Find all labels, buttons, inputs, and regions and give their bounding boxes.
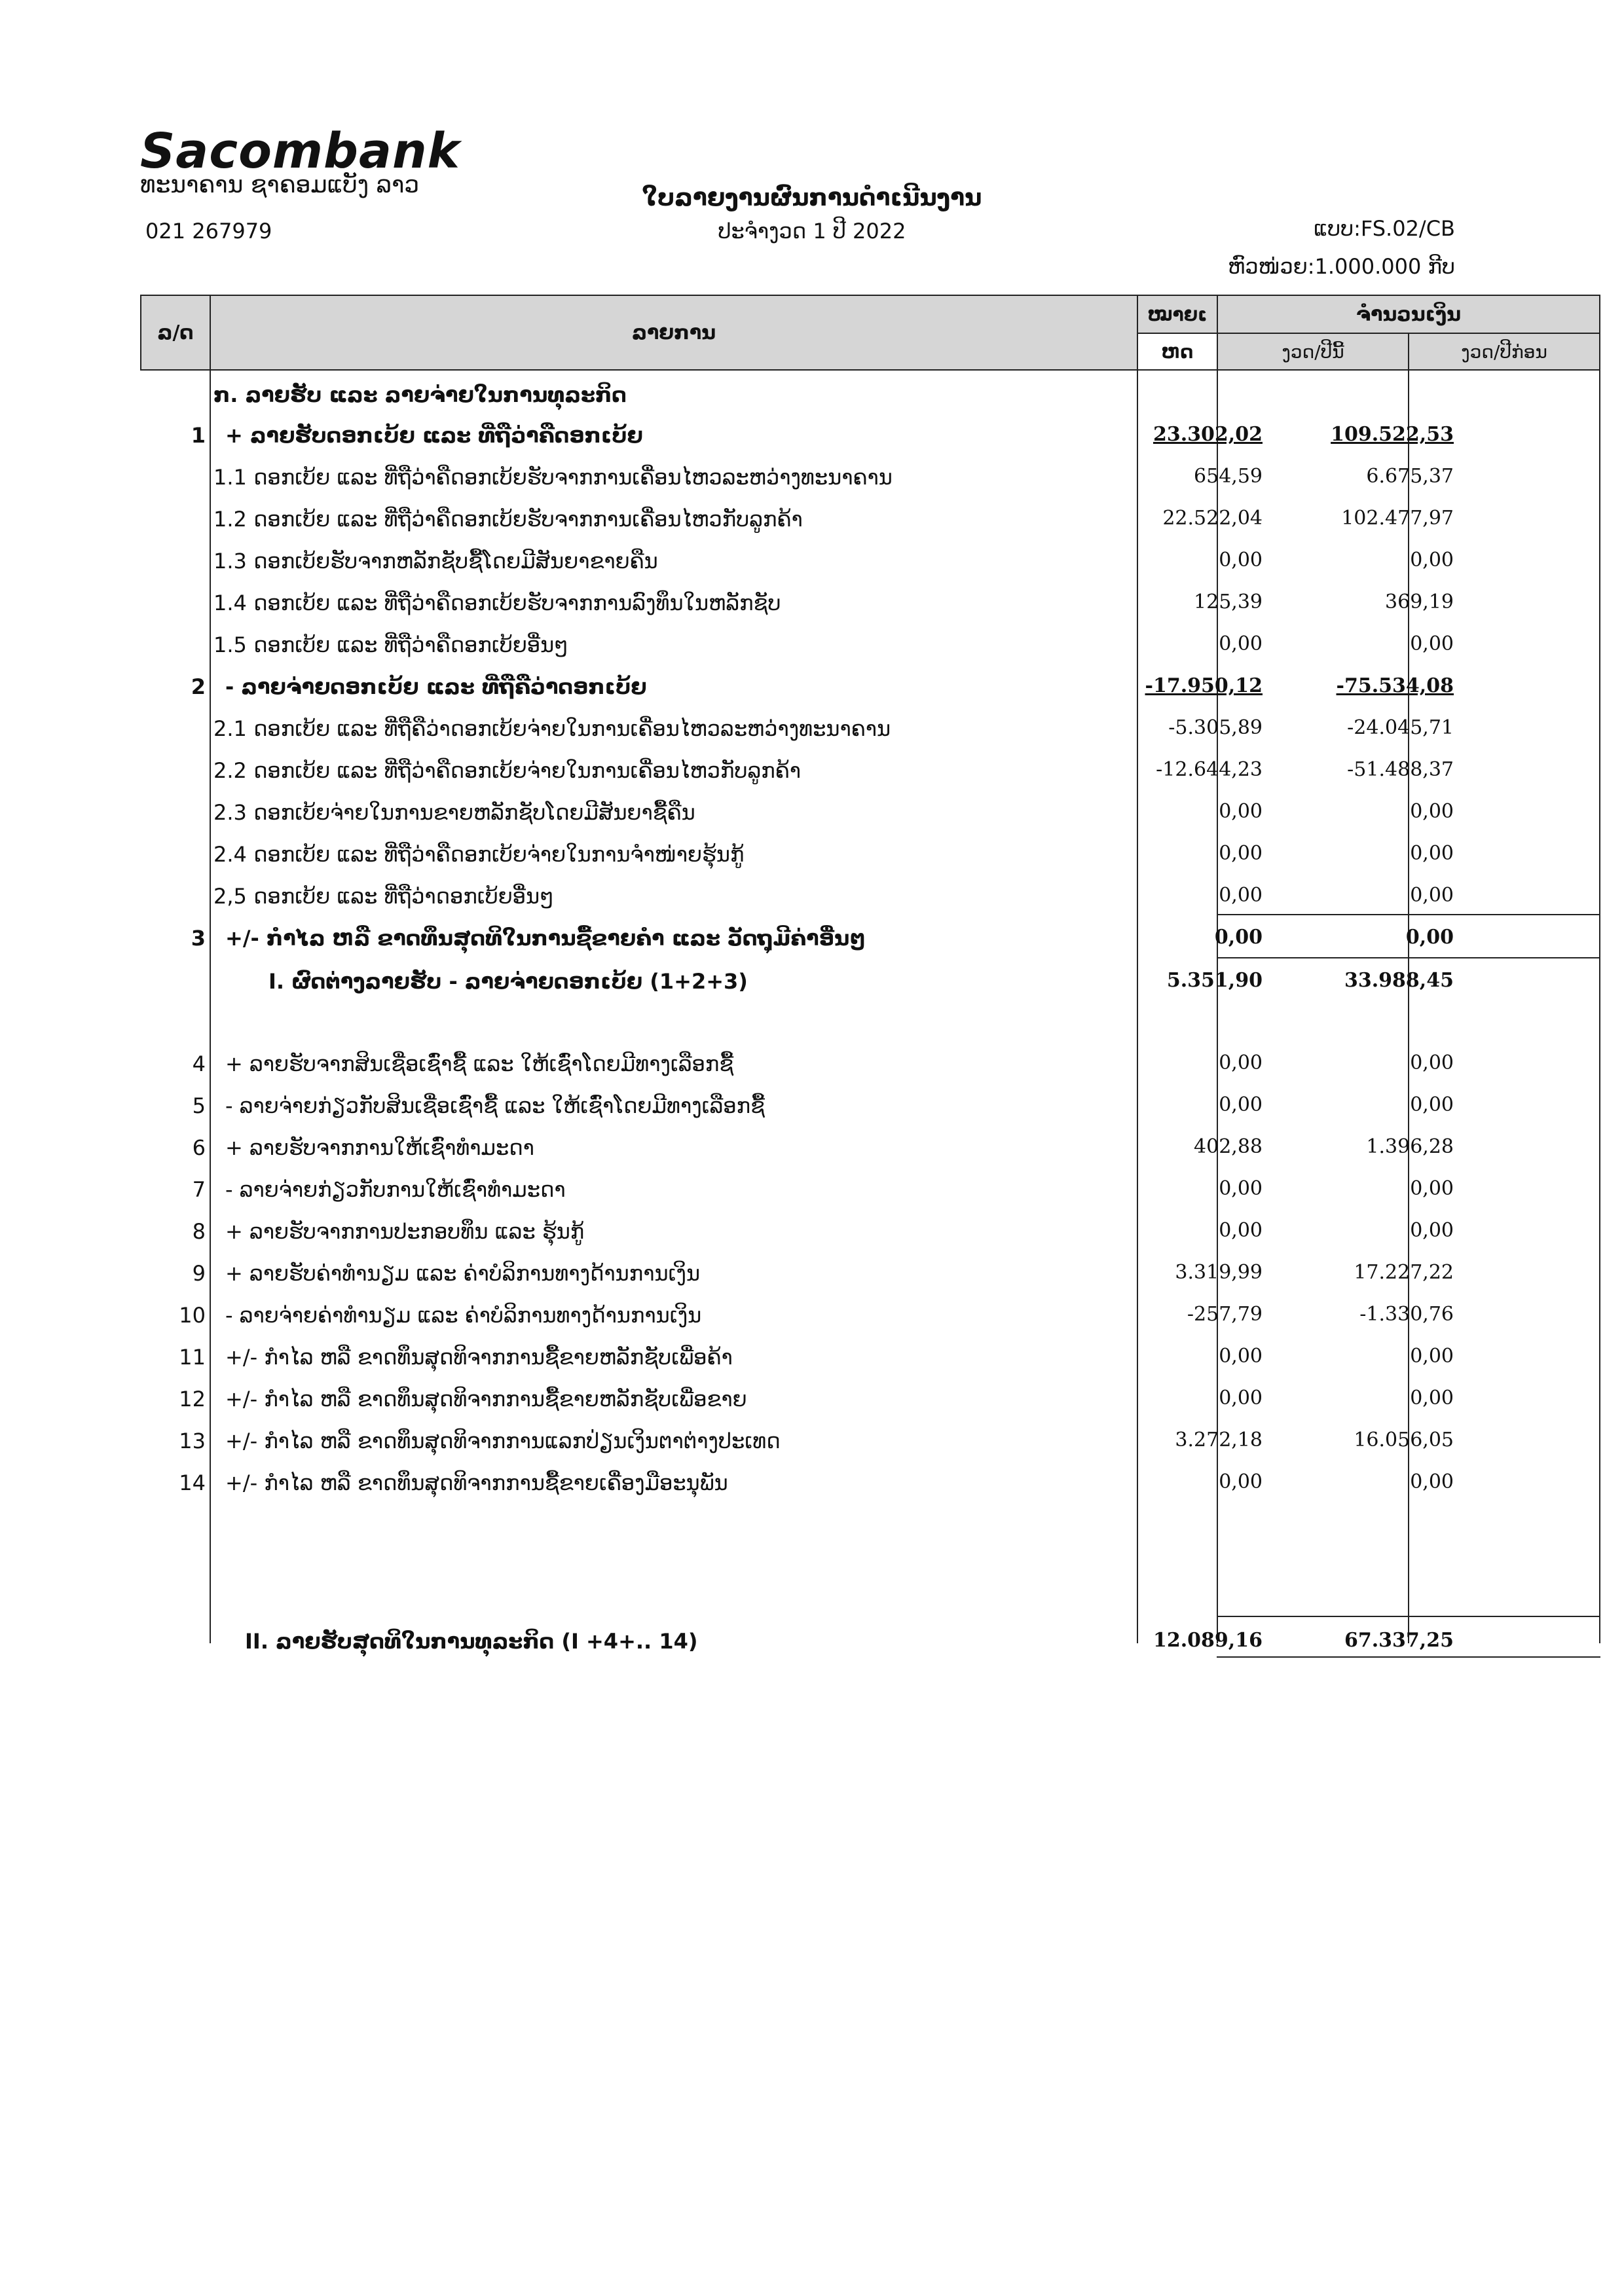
table-row: 2 - ລາຍຈ່າຍດອກເບ້ຍ ແລະ ທີ່ຖືຄືວ່າດອກເບ້ຍ -17.950,12 -75.534,08 (191, 674, 1454, 699)
col-header-note-2: ຫດ (1137, 333, 1218, 371)
table-row: ກ. ລາຍຮັບ ແລະ ລາຍຈ່າຍໃນການທຸລະກິດ (213, 382, 627, 407)
col-header-item: ລາຍການ (210, 295, 1138, 371)
table-row: 4 + ລາຍຮັບຈາກສິນເຊື່ອເຊົ່າຊື້ ແລະ ໃຫ້ເຊົ່າໂດຍມີທາງເລືອກຊື້ 0,00 0,00 (192, 1051, 1454, 1076)
col-header-no: ລ/ດ (140, 295, 211, 371)
table-row: 8 + ລາຍຮັບຈາກການປະກອບທຶນ ແລະ ຮຸ້ນກູ້ 0,00 0,00 (192, 1219, 1454, 1244)
col-header-current: ງວດ/ປີນີ້ (1217, 333, 1409, 371)
table-row: 1.1 ດອກເບ້ຍ ແລະ ທີ່ຖືວ່າຄືດອກເບ້ຍຮັບຈາກການເຄື່ອນໄຫວລະຫວ່າງທະນາຄານ 654,59 6.675,37 (213, 465, 1454, 490)
bank-logo: Sacombank (140, 123, 460, 179)
table-row: 2.4 ດອກເບ້ຍ ແລະ ທີ່ຖືວ່າຄືດອກເບ້ຍຈ່າຍໃນການຈຳໜ່າຍຮຸ້ນກູ້ 0,00 0,00 (213, 842, 1454, 867)
report-title: ໃບລາຍງານຜົນການດຳເນີນງານ (642, 185, 982, 211)
col-header-note-1: ໝາຍເ (1137, 295, 1218, 334)
grid-line (1599, 371, 1600, 1643)
table-row: 3 +/- ກຳໄລ ຫລື ຂາດທຶນສຸດທິໃນການຊື້ຂາຍຄຳ ແລະ ວັດຖຸມີຄ່າອື່ນໆ 0,00 0,00 (191, 926, 1454, 951)
table-row: II. ລາຍຮັບສຸດທິໃນການທຸລະກິດ (I +4+.. 14) 12.089,16 67.337,25 (245, 1629, 1454, 1654)
table-row: 2.2 ດອກເບ້ຍ ແລະ ທີ່ຖືວ່າຄືດອກເບ້ຍຈ່າຍໃນການເຄື່ອນໄຫວກັບລູກຄ້າ -12.644,23 -51.488,37 (213, 758, 1454, 783)
table-row: 1.2 ດອກເບ້ຍ ແລະ ທີ່ຖືວ່າຄືດອກເບ້ຍຮັບຈາກການເຄື່ອນໄຫວກັບລູກຄ້າ 22.522,04 102.477,97 (213, 507, 1454, 532)
table-row: 2.1 ດອກເບ້ຍ ແລະ ທີ່ຖືຄືວ່າດອກເບ້ຍຈ່າຍໃນການເຄື່ອນໄຫວລະຫວ່າງທະນາຄານ -5.305,89 -24.045,71 (213, 716, 1454, 741)
total-line (1217, 1616, 1600, 1617)
table-row: 14 +/- ກຳໄລ ຫລື ຂາດທຶນສຸດທິຈາກການຊື້ຂາຍເຄື່ອງມືອະນຸພັນ 0,00 0,00 (179, 1470, 1454, 1495)
report-period: ປະຈຳງວດ 1 ປີ 2022 (718, 219, 906, 244)
table-row: 5 - ລາຍຈ່າຍກ່ຽວກັບສິນເຊື່ອເຊົ່າຊື້ ແລະ ໃຫ້ເຊົ່າໂດຍມີທາງເລືອກຊື້ 0,00 0,00 (192, 1093, 1454, 1118)
table-row: 1.3 ດອກເບ້ຍຮັບຈາກຫລັກຊັບຊື້ໂດຍມີສັນຍາຂາຍຄືນ 0,00 0,00 (213, 549, 1454, 574)
bank-phone: 021 267979 (145, 219, 272, 244)
table-row: 2.3 ດອກເບ້ຍຈ່າຍໃນການຂາຍຫລັກຊັບໂດຍມີສັນຍາຊື້ຄືນ 0,00 0,00 (213, 800, 1454, 825)
table-row: 1.5 ດອກເບ້ຍ ແລະ ທີ່ຖືວ່າຄືດອກເບ້ຍອື່ນໆ 0,00 0,00 (213, 632, 1454, 657)
table-row: 1.4 ດອກເບ້ຍ ແລະ ທີ່ຖືວ່າຄືດອກເບ້ຍຮັບຈາກການລົງທຶນໃນຫລັກຊັບ 125,39 369,19 (213, 591, 1454, 615)
form-code: ແບບ:FS.02/CB (1314, 216, 1455, 241)
table-row: 2,5 ດອກເບ້ຍ ແລະ ທີ່ຖືວ່າດອກເບ້ຍອື່ນໆ 0,00 0,00 (213, 884, 1454, 909)
unit-label: ຫົວໜ່ວຍ:1.000.000 ກີບ (1228, 254, 1455, 279)
col-header-amount: ຈຳນວນເງິນ (1217, 295, 1600, 334)
table-row: 1 + ລາຍຮັບດອກເບ້ຍ ແລະ ທີ່ຖືວ່າຄືດອກເບ້ຍ 23.302,02 109.522,53 (191, 423, 1454, 448)
bank-subtitle: ທະນາຄານ ຊາຄອມແບັງ ລາວ (140, 172, 420, 198)
table-row: 7 - ລາຍຈ່າຍກ່ຽວກັບການໃຫ້ເຊົ່າທຳມະດາ 0,00 0,00 (192, 1177, 1454, 1202)
table-row: 12 +/- ກຳໄລ ຫລື ຂາດທຶນສຸດທິຈາກການຊື້ຂາຍຫລັກຊັບເພື່ອຂາຍ 0,00 0,00 (179, 1387, 1454, 1412)
income-statement-table (140, 295, 1547, 1654)
table-row: 10 - ລາຍຈ່າຍຄ່າທຳນຽມ ແລະ ຄ່າບໍລິການທາງດ້ານການເງິນ -257,79 -1.330,76 (179, 1303, 1454, 1328)
table-row: 9 + ລາຍຮັບຄ່າທຳນຽມ ແລະ ຄ່າບໍລິການທາງດ້ານການເງິນ 3.319,99 17.227,22 (192, 1261, 1454, 1286)
table-row: 13 +/- ກຳໄລ ຫລື ຂາດທຶນສຸດທິຈາກການແລກປ່ຽນເງິນຕາຕ່າງປະເທດ 3.272,18 16.056,05 (179, 1429, 1454, 1453)
table-row: I. ຜົດຕ່າງລາຍຮັບ - ລາຍຈ່າຍດອກເບ້ຍ (1+2+3) 5.351,90 33.988,45 (268, 969, 1454, 994)
col-header-previous: ງວດ/ປີກ່ອນ (1408, 333, 1600, 371)
table-row: 6 + ລາຍຮັບຈາກການໃຫ້ເຊົ່າທຳມະດາ 402,88 1.396,28 (192, 1135, 1454, 1160)
table-row: 11 +/- ກຳໄລ ຫລື ຂາດທຶນສຸດທິຈາກການຊື້ຂາຍຫລັກຊັບເພື່ອຄ້າ 0,00 0,00 (179, 1345, 1454, 1370)
